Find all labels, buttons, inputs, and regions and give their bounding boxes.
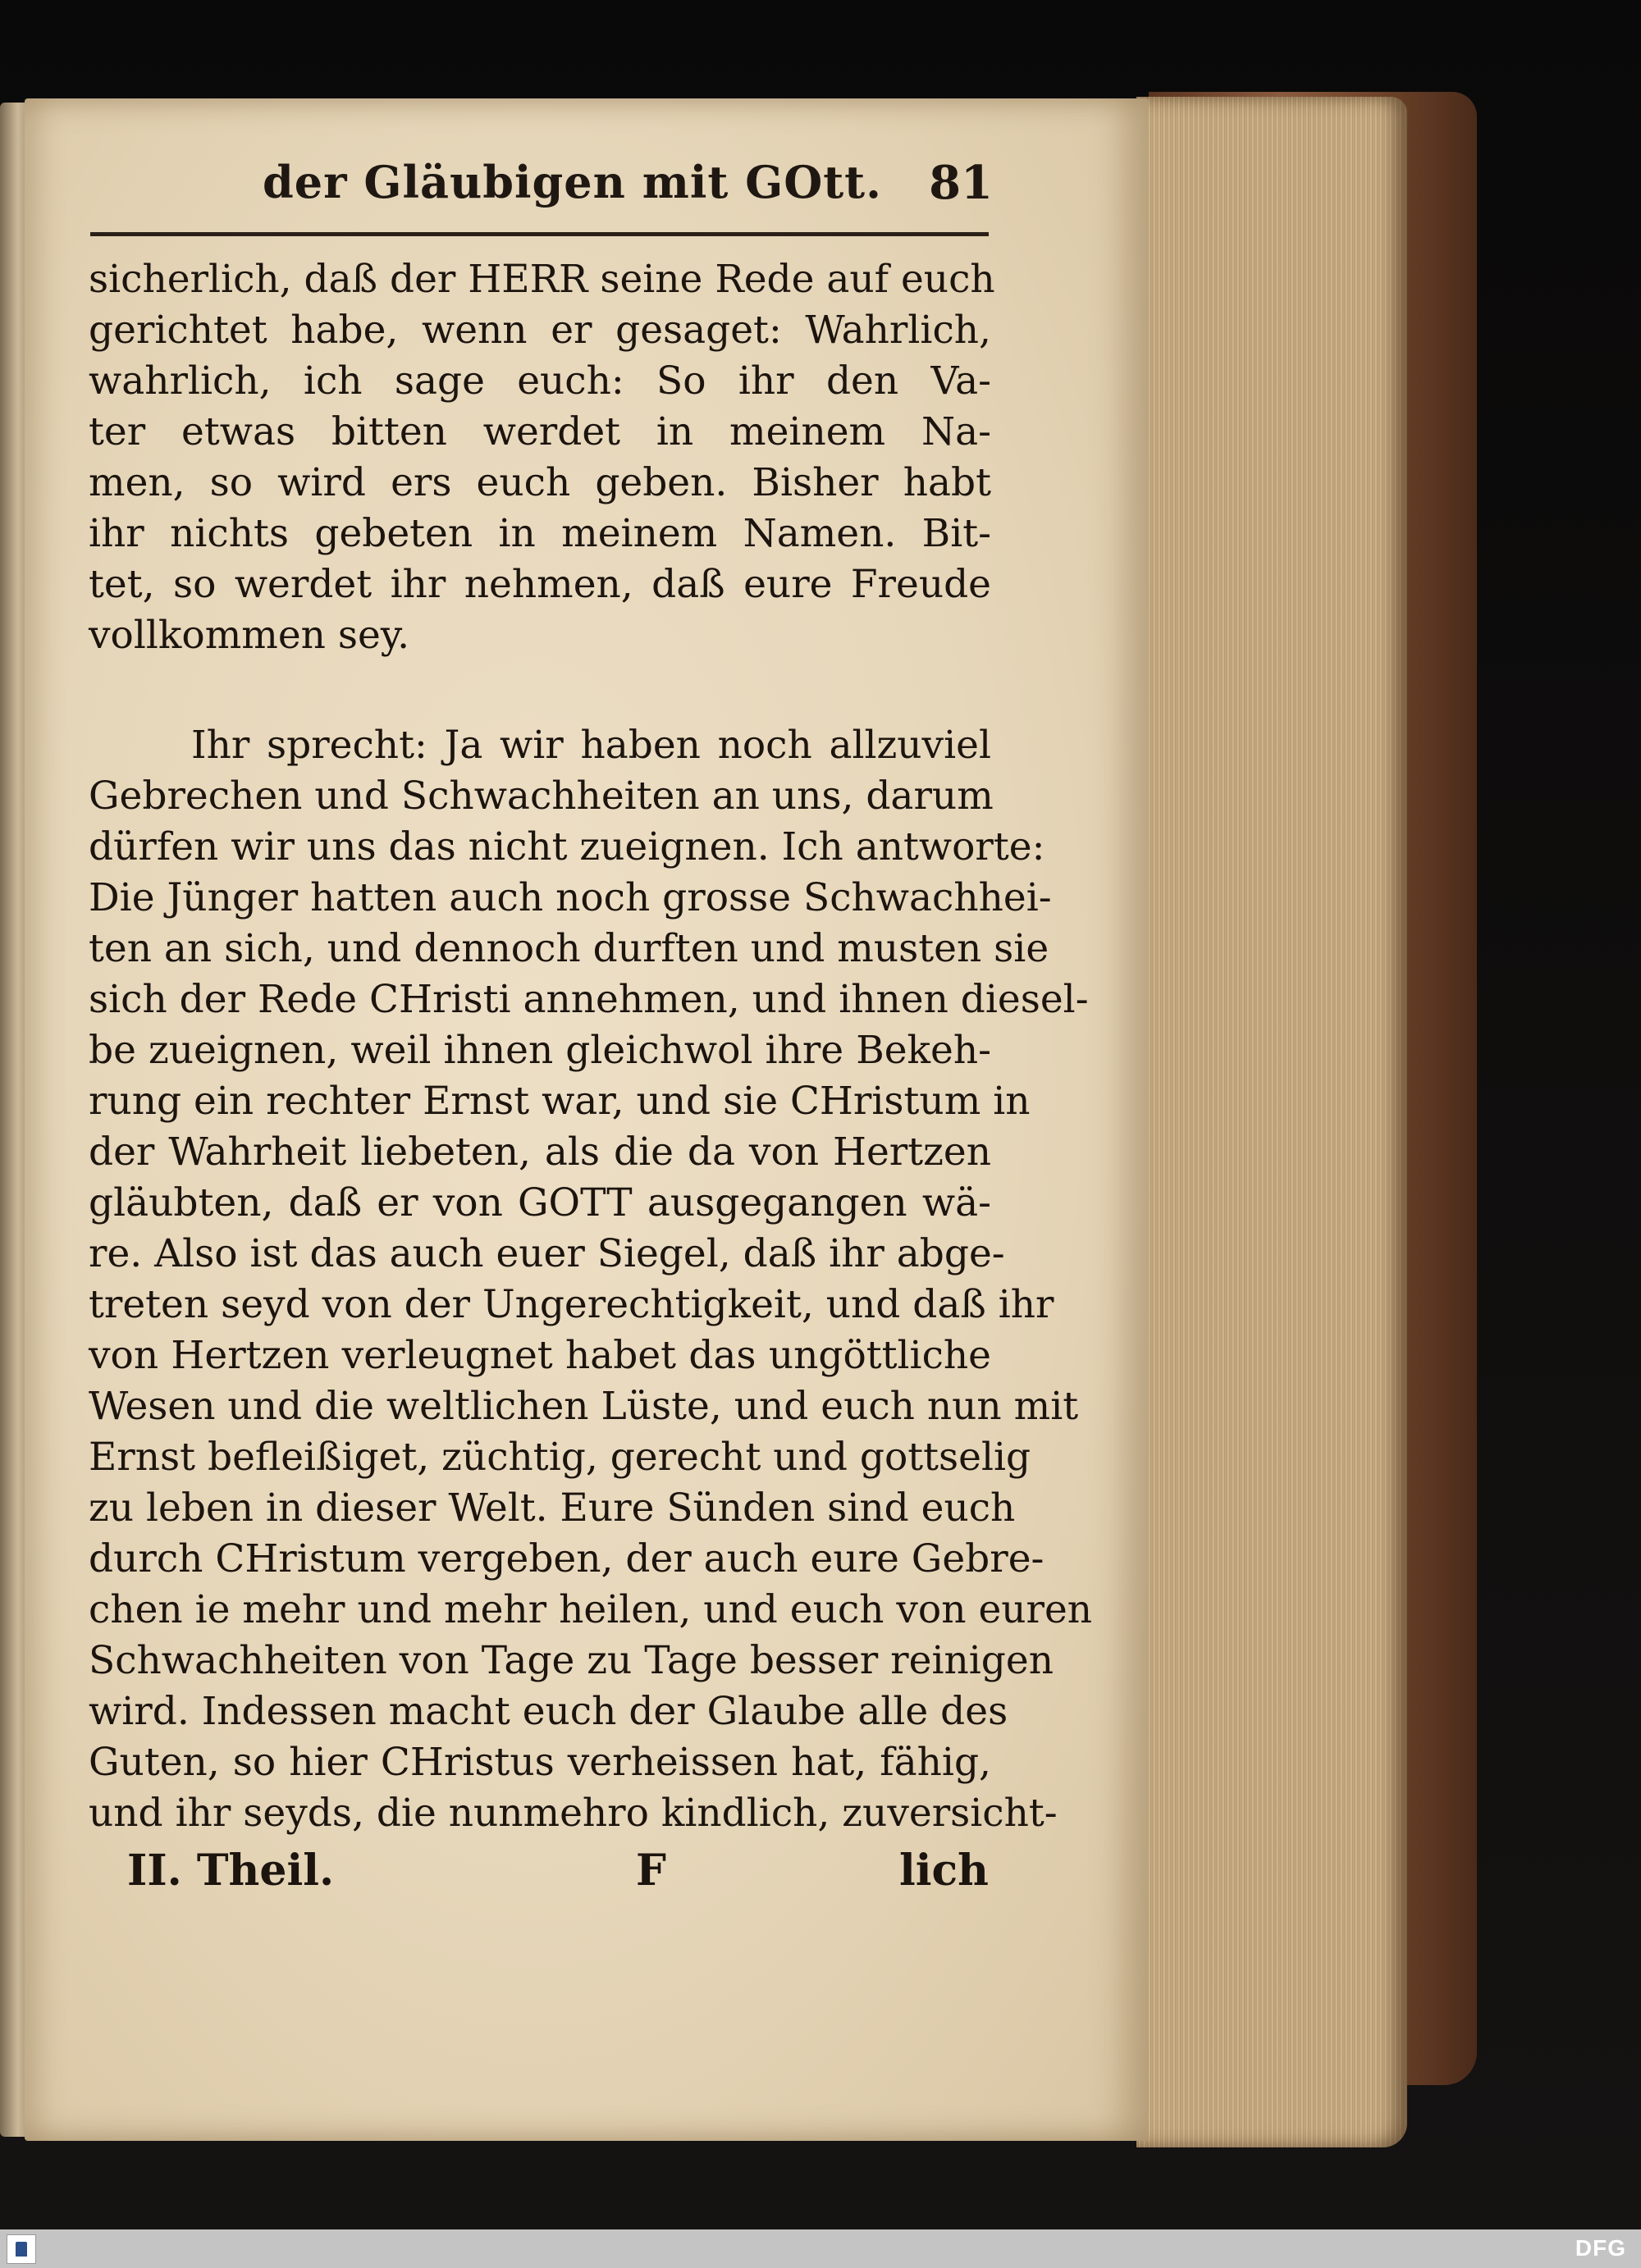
text-line: be zueignen, weil ihnen gleichwol ihre Bekeh-: [89, 1028, 991, 1073]
text-line: ihr nichts gebeten in meinem Namen. Bit-: [89, 511, 991, 556]
text-line: wird. Indessen macht euch der Glaube alle des: [89, 1689, 1008, 1734]
text-line: dürfen wir uns das nicht zueignen. Ich antworte:: [89, 824, 1045, 869]
text-line: Guten, so hier CHristus verheissen hat, fähig,: [89, 1740, 991, 1785]
body-text: [89, 254, 1093, 1839]
text-line: men, so wird ers euch geben. Bisher habt: [89, 460, 991, 505]
text-line: gläubten, daß er von GOTT ausgegangen wä-: [89, 1180, 991, 1225]
signature-part: II. Theil.: [127, 1846, 335, 1896]
page-footer: [127, 1846, 989, 1903]
text-line: ter etwas bitten werdet in meinem Na-: [89, 409, 991, 454]
text-line: durch CHristum vergeben, der auch eure Gebre-: [89, 1536, 1044, 1581]
page-header: [222, 156, 993, 221]
text-line: ten an sich, und dennoch durften und musten sie: [89, 926, 1049, 971]
dfg-logo[interactable]: DFG: [1575, 2235, 1626, 2261]
text-line: wahrlich, ich sage euch: So ihr den Va-: [89, 358, 991, 404]
signature-letter: F: [636, 1846, 666, 1896]
text-line: vollkommen sey.: [89, 613, 410, 658]
header-rule: [90, 232, 989, 236]
text-line: rung ein rechter Ernst war, und sie CHristum in: [89, 1079, 1031, 1124]
viewer-bottom-bar: [0, 2229, 1641, 2268]
text-line: sich der Rede CHristi annehmen, und ihnen diesel-: [89, 977, 1089, 1022]
text-line: und ihr seyds, die nunmehro kindlich, zuversicht-: [89, 1791, 1058, 1836]
library-logo-icon[interactable]: [7, 2234, 36, 2264]
paragraph-gap: [89, 661, 991, 720]
text-line: der Wahrheit liebeten, als die da von Hertzen: [89, 1129, 991, 1175]
text-line: Schwachheiten von Tage zu Tage besser reinigen: [89, 1638, 1054, 1683]
text-line: Gebrechen und Schwachheiten an uns, darum: [89, 773, 994, 819]
text-line: Die Jünger hatten auch noch grosse Schwachhei-: [89, 875, 1052, 920]
running-title: der Gläubigen mit GOtt.: [263, 156, 882, 208]
page-edges: [1136, 97, 1407, 2147]
text-line: treten seyd von der Ungerechtigkeit, und daß ihr: [89, 1282, 1054, 1327]
page-number: 81: [929, 156, 993, 210]
text-line: Ernst befleißiget, züchtig, gerecht und gottselig: [89, 1435, 1031, 1480]
text-line: sicherlich, daß der HERR seine Rede auf euch: [89, 257, 995, 302]
paragraph-2: [89, 720, 1093, 1839]
catchword: lich: [899, 1846, 989, 1896]
text-line: re. Also ist das auch euer Siegel, daß ihr abge-: [89, 1231, 1005, 1276]
text-line: zu leben in dieser Welt. Eure Sünden sind euch: [89, 1485, 1016, 1531]
text-line: von Hertzen verleugnet habet das ungöttliche: [89, 1333, 991, 1378]
text-line: Ihr sprecht: Ja wir haben noch allzuviel: [191, 723, 991, 768]
text-line: chen ie mehr und mehr heilen, und euch von euren: [89, 1587, 1093, 1632]
text-line: gerichtet habe, wenn er gesaget: Wahrlich,: [89, 308, 991, 353]
paragraph-1: [89, 254, 995, 661]
text-line: tet, so werdet ihr nehmen, daß eure Freude: [89, 562, 991, 607]
text-line: Wesen und die weltlichen Lüste, und euch nun mit: [89, 1384, 1079, 1429]
